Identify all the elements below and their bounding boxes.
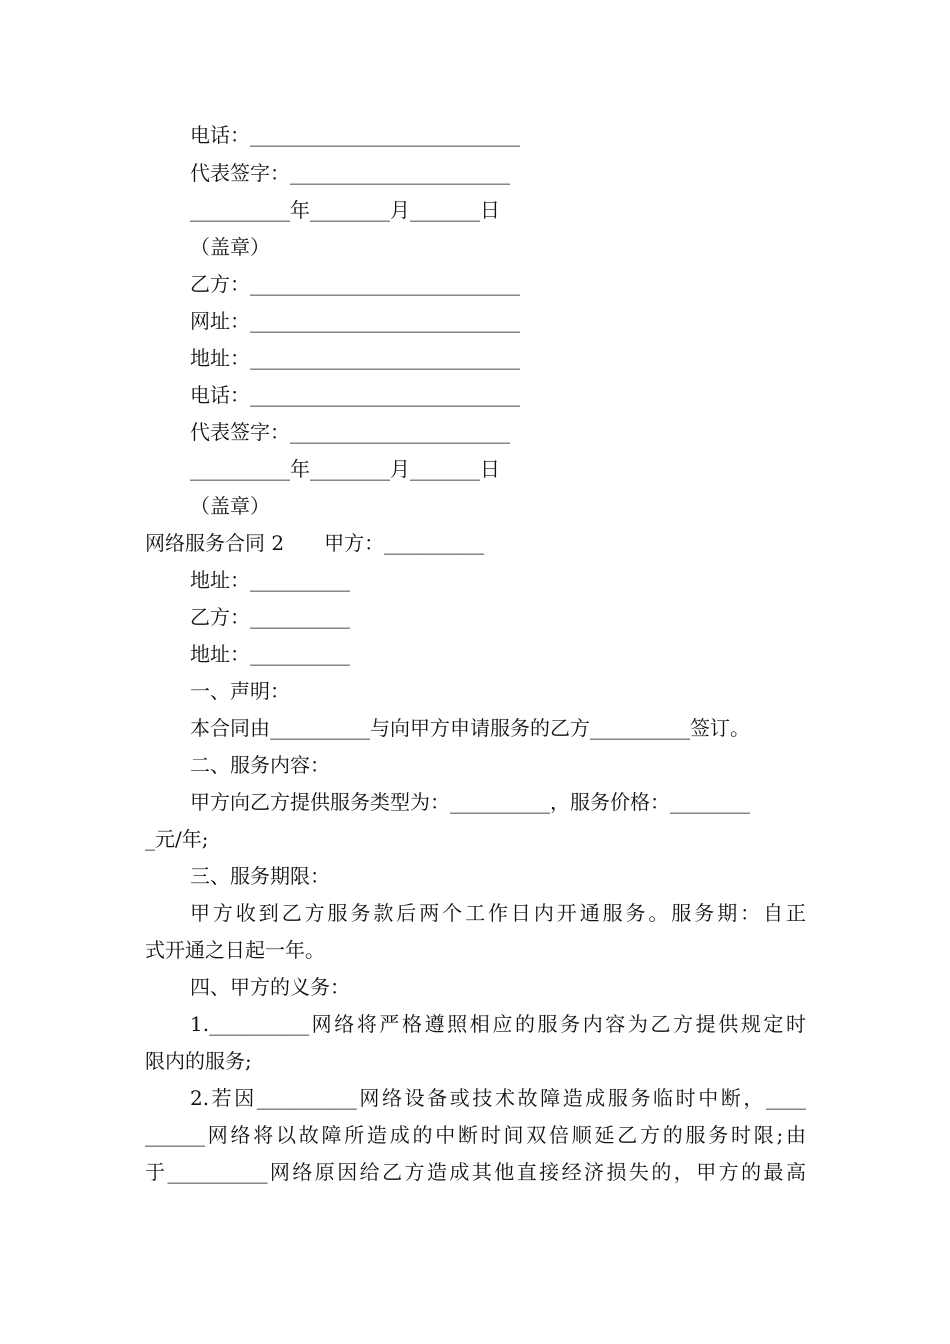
section-2-heading: 二、服务内容： <box>190 753 330 777</box>
section-3-heading: 三、服务期限： <box>190 864 330 888</box>
party-b-signature-line: 代表签字：______________________ <box>190 420 510 444</box>
party-b-website-line: 网址：___________________________ <box>190 309 520 333</box>
section-3-text-cont: 式开通之日起一年。 <box>145 938 325 962</box>
section-2-text-cont: _元/年; <box>145 827 209 851</box>
section-1-text: 本合同由__________与向甲方申请服务的乙方__________签订。 <box>190 716 750 740</box>
party-b-date-line: __________年________月_______日 <box>190 457 500 481</box>
contract-2-party-a-address: 地址：__________ <box>190 568 350 592</box>
contract-2-party-b: 乙方：__________ <box>190 605 350 629</box>
contract-2-heading: 网络服务合同 2 甲方：__________ <box>145 531 485 555</box>
section-3-text: 甲方收到乙方服务款后两个工作日内开通服务。服务期：自正 <box>190 901 806 925</box>
party-a-phone-line: 电话：___________________________ <box>190 123 520 147</box>
party-b-seal-label: （盖章） <box>190 494 270 518</box>
section-4-item-1: 1.__________网络将严格遵照相应的服务内容为乙方提供规定时 <box>190 1012 806 1036</box>
party-b-address-line: 地址：___________________________ <box>190 346 520 370</box>
contract-2-party-b-address: 地址：__________ <box>190 642 350 666</box>
party-a-seal-label: （盖章） <box>190 235 270 259</box>
section-1-heading: 一、声明： <box>190 679 290 703</box>
section-4-heading: 四、甲方的义务： <box>190 975 350 999</box>
section-4-item-2-cont: ______网络将以故障所造成的中断时间双倍顺延乙方的服务时限;由 <box>145 1123 806 1147</box>
party-a-signature-line: 代表签字：______________________ <box>190 161 510 185</box>
section-4-item-2-cont-2: 于__________网络原因给乙方造成其他直接经济损失的，甲方的最高 <box>145 1160 806 1184</box>
section-4-item-1-cont: 限内的服务; <box>145 1049 252 1073</box>
section-4-item-2: 2.若因__________网络设备或技术故障造成服务临时中断，____ <box>190 1086 806 1110</box>
party-a-date-line: __________年________月_______日 <box>190 198 500 222</box>
party-b-phone-line: 电话：___________________________ <box>190 383 520 407</box>
section-2-text: 甲方向乙方提供服务类型为：__________，服务价格：________ <box>190 790 750 814</box>
party-b-line: 乙方：___________________________ <box>190 272 520 296</box>
